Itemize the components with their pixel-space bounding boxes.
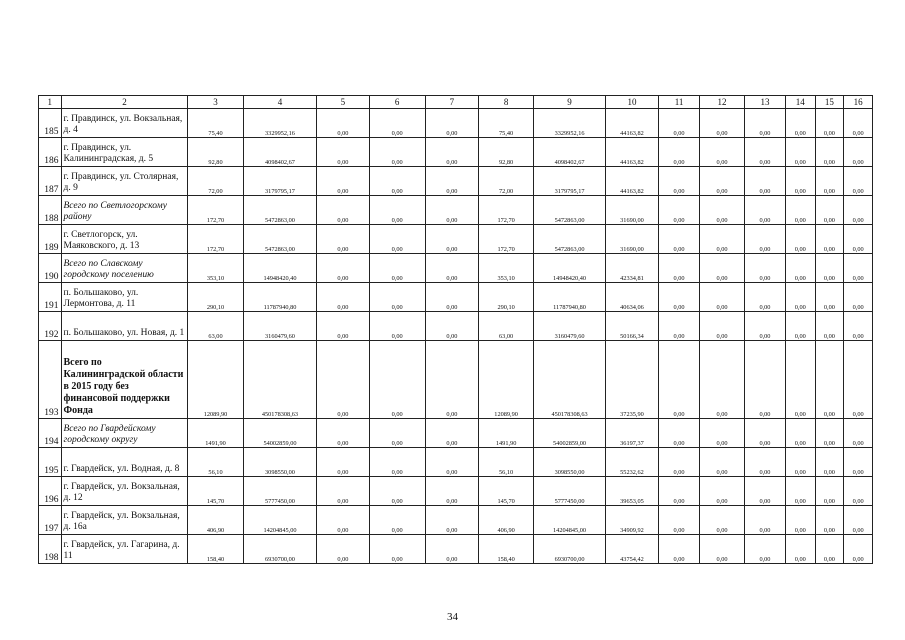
row-number: 186 [39,138,62,167]
row-name: Всего по Славскому городскому поселению [61,254,188,283]
value-cell: 14204845,00 [534,506,606,535]
table-row [39,506,873,535]
value-cell: 0,00 [815,312,844,341]
row-number: 192 [39,312,62,341]
value-cell: 0,00 [425,312,478,341]
row-number: 191 [39,283,62,312]
value-cell: 0,00 [659,196,700,225]
value-cell: 0,00 [425,419,478,448]
value-cell: 92,80 [478,138,533,167]
value-cell: 0,00 [317,138,369,167]
value-cell: 0,00 [699,312,744,341]
value-cell: 0,00 [785,419,815,448]
value-cell: 0,00 [425,138,478,167]
value-cell: 3179795,17 [534,167,606,196]
value-cell: 3098550,00 [243,448,317,477]
value-cell: 0,00 [785,506,815,535]
value-cell: 450178308,63 [534,341,606,419]
header-cell: 2 [61,96,188,109]
header-cell: 15 [815,96,844,109]
value-cell: 0,00 [815,109,844,138]
row-name: п. Большаково, ул. Лермонтова, д. 11 [61,283,188,312]
row-number: 196 [39,477,62,506]
value-cell: 0,00 [699,506,744,535]
value-cell: 5777450,00 [534,477,606,506]
value-cell: 145,70 [478,477,533,506]
value-cell: 0,00 [699,196,744,225]
value-cell: 172,70 [188,196,243,225]
row-number: 188 [39,196,62,225]
table-row [39,419,873,448]
value-cell: 0,00 [369,448,425,477]
value-cell: 14204845,00 [243,506,317,535]
value-cell: 6930700,00 [243,535,317,564]
value-cell: 55232,62 [605,448,658,477]
value-cell: 0,00 [844,341,873,419]
value-cell: 0,00 [425,535,478,564]
value-cell: 63,00 [188,312,243,341]
row-name: п. Большаково, ул. Новая, д. 1 [61,312,188,341]
value-cell: 0,00 [785,225,815,254]
header-cell: 4 [243,96,317,109]
value-cell: 0,00 [317,109,369,138]
value-cell: 0,00 [317,535,369,564]
value-cell: 3179795,17 [243,167,317,196]
value-cell: 0,00 [815,506,844,535]
value-cell: 34909,92 [605,506,658,535]
row-number: 193 [39,341,62,419]
value-cell: 5472863,00 [243,196,317,225]
value-cell: 11787940,80 [243,283,317,312]
row-number: 190 [39,254,62,283]
value-cell: 31690,00 [605,225,658,254]
value-cell: 0,00 [369,167,425,196]
value-cell: 0,00 [699,225,744,254]
value-cell: 0,00 [745,448,786,477]
table-row [39,341,873,419]
value-cell: 0,00 [699,419,744,448]
row-number: 197 [39,506,62,535]
value-cell: 0,00 [699,109,744,138]
value-cell: 0,00 [317,167,369,196]
value-cell: 0,00 [745,225,786,254]
table-row [39,254,873,283]
value-cell: 0,00 [815,477,844,506]
value-cell: 0,00 [844,225,873,254]
value-cell: 44163,82 [605,138,658,167]
value-cell: 0,00 [369,312,425,341]
value-cell: 145,70 [188,477,243,506]
row-name: г. Гвардейск, ул. Водная, д. 8 [61,448,188,477]
value-cell: 172,70 [478,225,533,254]
value-cell: 0,00 [659,341,700,419]
value-cell: 0,00 [745,283,786,312]
value-cell: 0,00 [745,341,786,419]
value-cell: 0,00 [815,341,844,419]
value-cell: 0,00 [659,477,700,506]
value-cell: 0,00 [659,254,700,283]
data-table [38,95,873,564]
value-cell: 75,40 [188,109,243,138]
value-cell: 0,00 [425,448,478,477]
value-cell: 0,00 [844,419,873,448]
header-cell: 14 [785,96,815,109]
value-cell: 0,00 [659,312,700,341]
value-cell: 0,00 [659,283,700,312]
value-cell: 0,00 [317,477,369,506]
value-cell: 42334,81 [605,254,658,283]
value-cell: 0,00 [317,419,369,448]
value-cell: 0,00 [317,506,369,535]
value-cell: 0,00 [745,138,786,167]
row-number: 198 [39,535,62,564]
value-cell: 0,00 [659,109,700,138]
value-cell: 353,10 [188,254,243,283]
value-cell: 0,00 [785,283,815,312]
value-cell: 3098550,00 [534,448,606,477]
value-cell: 290,10 [478,283,533,312]
value-cell: 0,00 [659,167,700,196]
value-cell: 0,00 [745,167,786,196]
value-cell: 450178308,63 [243,341,317,419]
table-row [39,448,873,477]
value-cell: 0,00 [815,225,844,254]
value-cell: 6930700,00 [534,535,606,564]
table-row [39,477,873,506]
value-cell: 0,00 [785,477,815,506]
table-row [39,196,873,225]
value-cell: 0,00 [785,167,815,196]
value-cell: 0,00 [699,254,744,283]
value-cell: 0,00 [425,109,478,138]
value-cell: 54002859,00 [534,419,606,448]
value-cell: 0,00 [699,448,744,477]
value-cell: 0,00 [369,196,425,225]
table-body [39,96,873,564]
value-cell: 0,00 [659,225,700,254]
value-cell: 0,00 [844,283,873,312]
value-cell: 5472863,00 [534,196,606,225]
value-cell: 0,00 [369,506,425,535]
row-name: Всего по Светлогорскому району [61,196,188,225]
value-cell: 0,00 [659,448,700,477]
row-name: г. Гвардейск, ул. Вокзальная, д. 16а [61,506,188,535]
value-cell: 172,70 [478,196,533,225]
value-cell: 92,80 [188,138,243,167]
row-number: 185 [39,109,62,138]
value-cell: 0,00 [699,535,744,564]
value-cell: 5472863,00 [243,225,317,254]
value-cell: 0,00 [745,196,786,225]
value-cell: 0,00 [659,138,700,167]
value-cell: 5777450,00 [243,477,317,506]
header-cell: 16 [844,96,873,109]
value-cell: 0,00 [785,109,815,138]
row-name: Всего по Гвардейскому городскому округу [61,419,188,448]
table-row [39,535,873,564]
header-cell: 9 [534,96,606,109]
value-cell: 0,00 [317,312,369,341]
value-cell: 353,10 [478,254,533,283]
value-cell: 72,00 [188,167,243,196]
header-cell: 10 [605,96,658,109]
value-cell: 0,00 [785,341,815,419]
value-cell: 50166,34 [605,312,658,341]
value-cell: 0,00 [317,448,369,477]
value-cell: 0,00 [745,506,786,535]
value-cell: 0,00 [815,167,844,196]
table-row [39,167,873,196]
value-cell: 0,00 [369,225,425,254]
value-cell: 0,00 [844,196,873,225]
value-cell: 0,00 [785,138,815,167]
row-name: Всего по Калининградской области в 2015 году без финансовой поддержки Фонда [61,341,188,419]
value-cell: 0,00 [425,283,478,312]
value-cell: 0,00 [369,535,425,564]
value-cell: 158,40 [478,535,533,564]
value-cell: 11787940,80 [534,283,606,312]
value-cell: 0,00 [369,419,425,448]
row-name: г. Гвардейск, ул. Вокзальная, д. 12 [61,477,188,506]
page-number: 34 [447,611,458,623]
value-cell: 3329952,16 [243,109,317,138]
value-cell: 0,00 [815,283,844,312]
value-cell: 3160479,60 [243,312,317,341]
value-cell: 0,00 [785,535,815,564]
value-cell: 1491,90 [478,419,533,448]
value-cell: 0,00 [844,477,873,506]
value-cell: 0,00 [785,312,815,341]
value-cell: 3160479,60 [534,312,606,341]
value-cell: 56,10 [478,448,533,477]
row-name: г. Гвардейск, ул. Гагарина, д. 11 [61,535,188,564]
value-cell: 0,00 [815,196,844,225]
value-cell: 0,00 [317,196,369,225]
header-cell: 1 [39,96,62,109]
header-cell: 8 [478,96,533,109]
value-cell: 0,00 [844,254,873,283]
value-cell: 63,00 [478,312,533,341]
row-number: 195 [39,448,62,477]
value-cell: 0,00 [317,254,369,283]
table-row [39,109,873,138]
value-cell: 14948420,40 [243,254,317,283]
value-cell: 44163,82 [605,109,658,138]
value-cell: 158,40 [188,535,243,564]
value-cell: 0,00 [699,341,744,419]
value-cell: 0,00 [425,477,478,506]
value-cell: 5472863,00 [534,225,606,254]
row-name: г. Правдинск, ул. Вокзальная, д. 4 [61,109,188,138]
header-cell: 7 [425,96,478,109]
value-cell: 0,00 [815,138,844,167]
table-row [39,138,873,167]
value-cell: 0,00 [844,506,873,535]
value-cell: 56,10 [188,448,243,477]
value-cell: 54002859,00 [243,419,317,448]
value-cell: 0,00 [425,167,478,196]
value-cell: 14948420,40 [534,254,606,283]
value-cell: 0,00 [369,283,425,312]
value-cell: 0,00 [844,535,873,564]
header-cell: 6 [369,96,425,109]
value-cell: 3329952,16 [534,109,606,138]
header-cell: 11 [659,96,700,109]
value-cell: 75,40 [478,109,533,138]
value-cell: 0,00 [745,535,786,564]
row-name: г. Правдинск, ул. Столярная, д. 9 [61,167,188,196]
value-cell: 0,00 [844,448,873,477]
value-cell: 0,00 [699,167,744,196]
value-cell: 0,00 [659,506,700,535]
value-cell: 31690,00 [605,196,658,225]
value-cell: 0,00 [317,283,369,312]
value-cell: 0,00 [844,312,873,341]
value-cell: 0,00 [425,225,478,254]
value-cell: 0,00 [425,196,478,225]
table-row [39,312,873,341]
value-cell: 0,00 [815,535,844,564]
row-number: 187 [39,167,62,196]
value-cell: 0,00 [317,341,369,419]
table-row [39,283,873,312]
value-cell: 0,00 [659,535,700,564]
value-cell: 36197,37 [605,419,658,448]
value-cell: 0,00 [425,341,478,419]
value-cell: 0,00 [745,477,786,506]
row-name: г. Правдинск, ул. Калининградская, д. 5 [61,138,188,167]
value-cell: 0,00 [745,254,786,283]
value-cell: 406,90 [188,506,243,535]
value-cell: 0,00 [425,506,478,535]
header-row [39,96,873,109]
value-cell: 0,00 [844,109,873,138]
value-cell: 0,00 [699,283,744,312]
value-cell: 0,00 [369,109,425,138]
row-name: г. Светлогорск, ул. Маяковского, д. 13 [61,225,188,254]
value-cell: 0,00 [785,254,815,283]
value-cell: 406,90 [478,506,533,535]
row-number: 194 [39,419,62,448]
value-cell: 39653,05 [605,477,658,506]
value-cell: 0,00 [317,225,369,254]
value-cell: 0,00 [745,109,786,138]
value-cell: 0,00 [369,138,425,167]
value-cell: 0,00 [745,312,786,341]
header-cell: 13 [745,96,786,109]
value-cell: 0,00 [369,254,425,283]
value-cell: 0,00 [369,341,425,419]
value-cell: 1491,90 [188,419,243,448]
value-cell: 0,00 [815,254,844,283]
row-number: 189 [39,225,62,254]
value-cell: 12089,90 [188,341,243,419]
value-cell: 0,00 [425,254,478,283]
value-cell: 4098402,67 [534,138,606,167]
value-cell: 0,00 [785,196,815,225]
value-cell: 0,00 [369,477,425,506]
value-cell: 0,00 [699,138,744,167]
value-cell: 0,00 [659,419,700,448]
value-cell: 0,00 [699,477,744,506]
value-cell: 43754,42 [605,535,658,564]
value-cell: 0,00 [844,138,873,167]
value-cell: 0,00 [844,167,873,196]
value-cell: 72,00 [478,167,533,196]
header-cell: 12 [699,96,744,109]
value-cell: 0,00 [815,419,844,448]
header-cell: 3 [188,96,243,109]
value-cell: 12089,90 [478,341,533,419]
value-cell: 290,10 [188,283,243,312]
value-cell: 4098402,67 [243,138,317,167]
value-cell: 0,00 [815,448,844,477]
table-row [39,225,873,254]
value-cell: 40634,06 [605,283,658,312]
value-cell: 172,70 [188,225,243,254]
value-cell: 0,00 [785,448,815,477]
value-cell: 0,00 [745,419,786,448]
value-cell: 37235,90 [605,341,658,419]
value-cell: 44163,82 [605,167,658,196]
header-cell: 5 [317,96,369,109]
